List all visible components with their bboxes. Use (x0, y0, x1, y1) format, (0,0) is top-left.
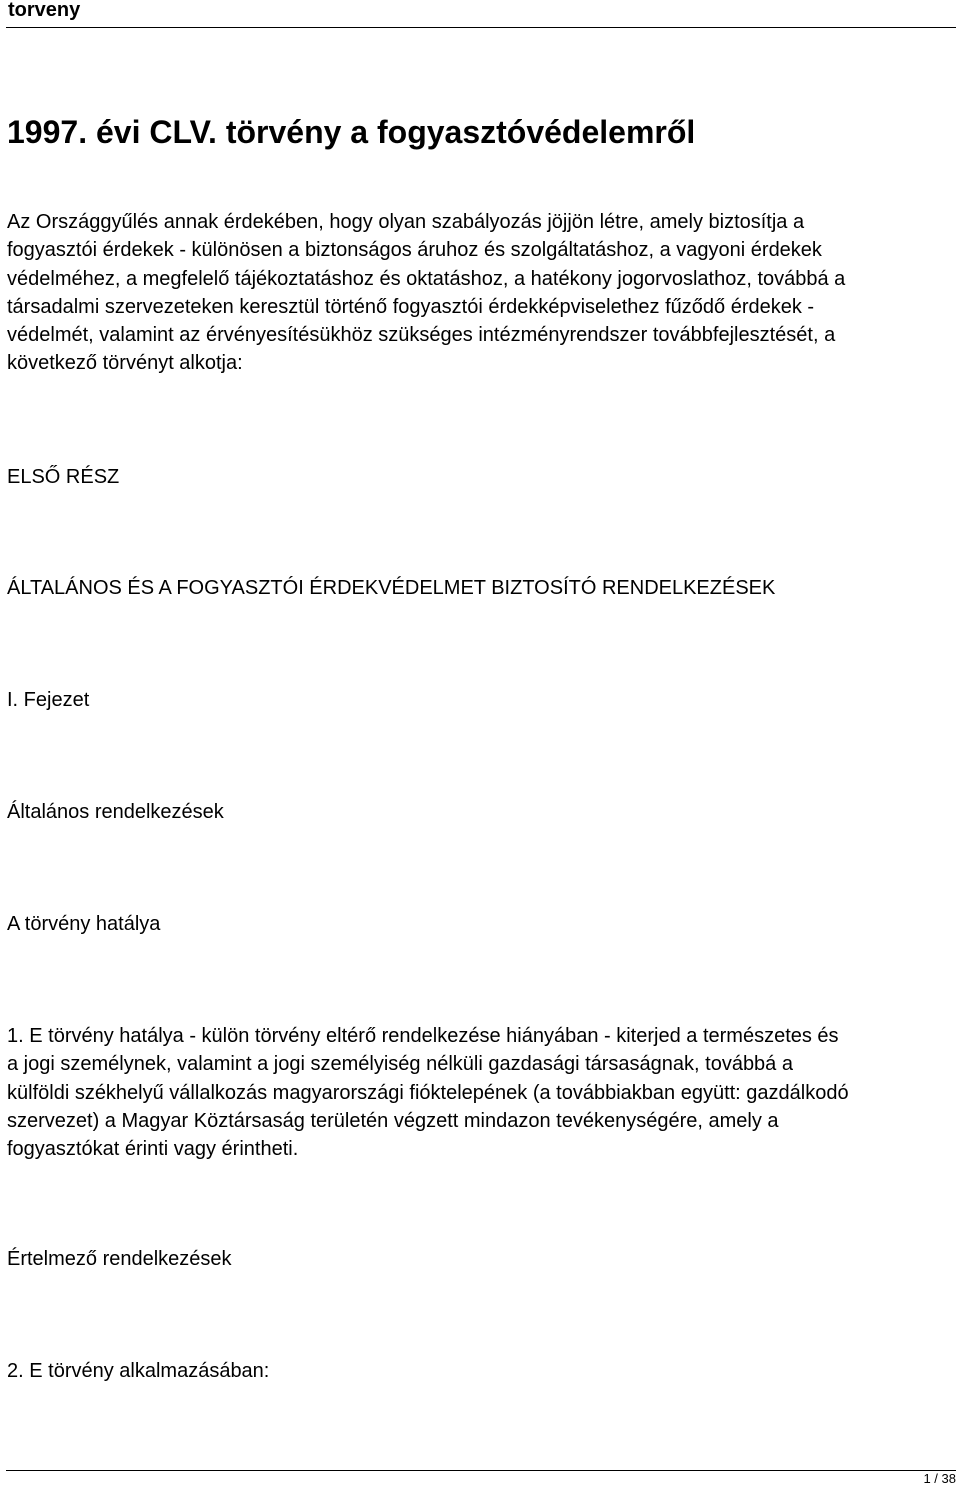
section-1-line: külföldi székhelyű vállalkozás magyarországi fióktelepének (a továbbiakban együtt: gazdálkodó (7, 1081, 849, 1104)
header-title: torveny (8, 0, 81, 21)
preamble-line: fogyasztói érdekek - különösen a biztonságos áruhoz és szolgáltatáshoz, a vagyoni érdekek (7, 239, 822, 262)
preamble-line: társadalmi szervezeteken keresztül történő fogyasztói érdekképviselethez fűződő érdekek - (7, 295, 815, 318)
document-title: 1997. évi CLV. törvény a fogyasztóvédelemről (7, 114, 696, 150)
chapter-label: I. Fejezet (7, 689, 90, 711)
page-footer-rule (6, 1470, 956, 1471)
page-number: 1 / 38 (923, 1471, 956, 1486)
part-title: ÁLTALÁNOS ÉS A FOGYASZTÓI ÉRDEKVÉDELMET BIZTOSÍTÓ RENDELKEZÉSEK (7, 577, 776, 599)
section-heading-definitions: Értelmező rendelkezések (7, 1248, 232, 1270)
preamble-line: következő törvényt alkotja: (7, 352, 243, 375)
section-1 (7, 1022, 952, 1163)
preamble-line: védelmét, valamint az érvényesítésükhöz szükséges intézményrendszer továbbfejlesztését, a (7, 324, 836, 347)
chapter-title: Általános rendelkezések (7, 801, 224, 823)
page-header (6, 0, 956, 28)
preamble-line: védelméhez, a megfelelő tájékoztatáshoz és oktatáshoz, a hatékony jogorvoslathoz, továbbá a (7, 267, 846, 290)
section-1-line: 1. E törvény hatálya - külön törvény eltérő rendelkezése hiányában - kiterjed a természetes és (7, 1025, 839, 1047)
section-heading-scope: A törvény hatálya (7, 913, 161, 935)
preamble-line: Az Országgyűlés annak érdekében, hogy olyan szabályozás jöjjön létre, amely biztosítja a (7, 211, 805, 233)
part-label: ELSŐ RÉSZ (7, 466, 120, 488)
section-1-line: fogyasztókat érinti vagy érintheti. (7, 1138, 299, 1161)
preamble (7, 208, 952, 378)
section-2: 2. E törvény alkalmazásában: (7, 1360, 270, 1382)
section-1-line: a jogi személynek, valamint a jogi személyiség nélküli gazdasági társaságnak, továbbá a (7, 1053, 793, 1076)
section-1-line: szervezet) a Magyar Köztársaság területén végzett mindazon tevékenységére, amely a (7, 1109, 779, 1132)
